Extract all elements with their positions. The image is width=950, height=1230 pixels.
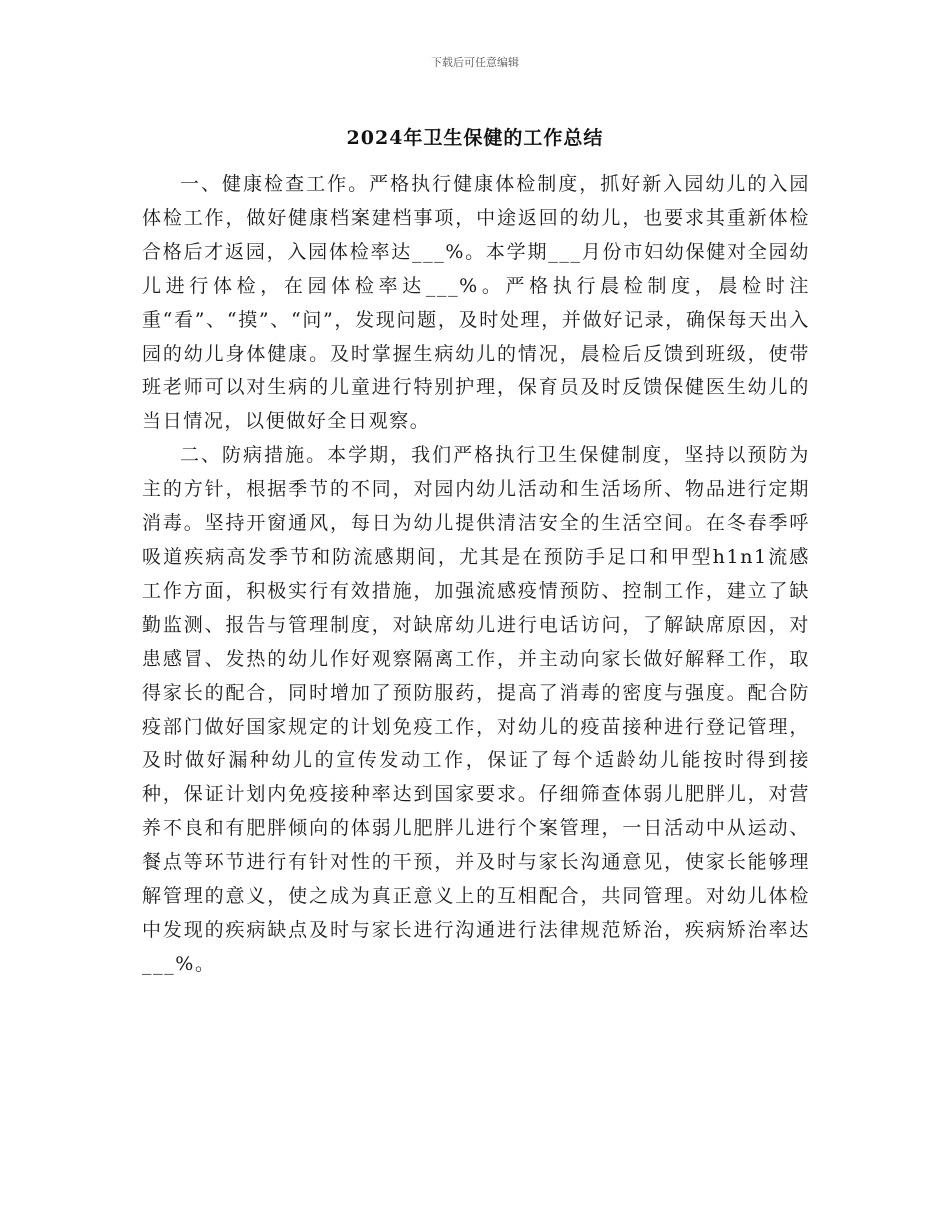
document-title: 2024年卫生保健的工作总结 (346, 127, 604, 149)
paragraph-health-check: 一、健康检查工作。严格执行健康体检制度，抓好新入园幼儿的入园体检工作，做好健康档案建档事项，中途返回的幼儿，也要求其重新体检合格后才返园，入园体检率达___%。本学期___月份市妇幼保健对全园幼儿进行体检，在园体检率达___%。严格执行晨检制度，晨检时注重“看”、“摸”、“问”，发现问题，及时处理，并做好记录，确保每天出入园的幼儿身体健康。及时掌握生病幼儿的情况，晨检后反馈到班级，使带班老师可以对生病的儿童进行特别护理，保育员及时反馈保健医生幼儿的当日情况，以便做好全日观察。 (142, 173, 810, 433)
paragraph-disease-prevention: 二、防病措施。本学期，我们严格执行卫生保健制度，坚持以预防为主的方针，根据季节的不同，对园内幼儿活动和生活场所、物品进行定期消毒。坚持开窗通风，每日为幼儿提供清洁安全的生活空间。在冬春季呼吸道疾病高发季节和防流感期间，尤其是在预防手足口和甲型h1n1流感工作方面，积极实行有效措施，加强流感疫情预防、控制工作，建立了缺勤监测、报告与管理制度，对缺席幼儿进行电话访问，了解缺席原因，对患感冒、发热的幼儿作好观察隔离工作，并主动向家长做好解释工作，取得家长的配合，同时增加了预防服药，提高了消毒的密度与强度。配合防疫部门做好国家规定的计划免疫工作，对幼儿的疫苗接种进行登记管理，及时做好漏种幼儿的宣传发动工作，保证了每个适龄幼儿能按时得到接种，保证计划内免疫接种率达到国家要求。仔细筛查体弱儿肥胖儿，对营养不良和有肥胖倾向的体弱儿肥胖儿进行个案管理，一日活动中从运动、餐点等环节进行有针对性的干预，并及时与家长沟通意见，使家长能够理解管理的意义，使之成为真正意义上的互相配合，共同管理。对幼儿体检中发现的疾病缺点及时与家长进行沟通进行法律规范矫治，疾病矫治率达___%。 (142, 444, 810, 975)
header-note: 下载后可任意编辑 (431, 56, 519, 69)
document-body (142, 168, 810, 982)
